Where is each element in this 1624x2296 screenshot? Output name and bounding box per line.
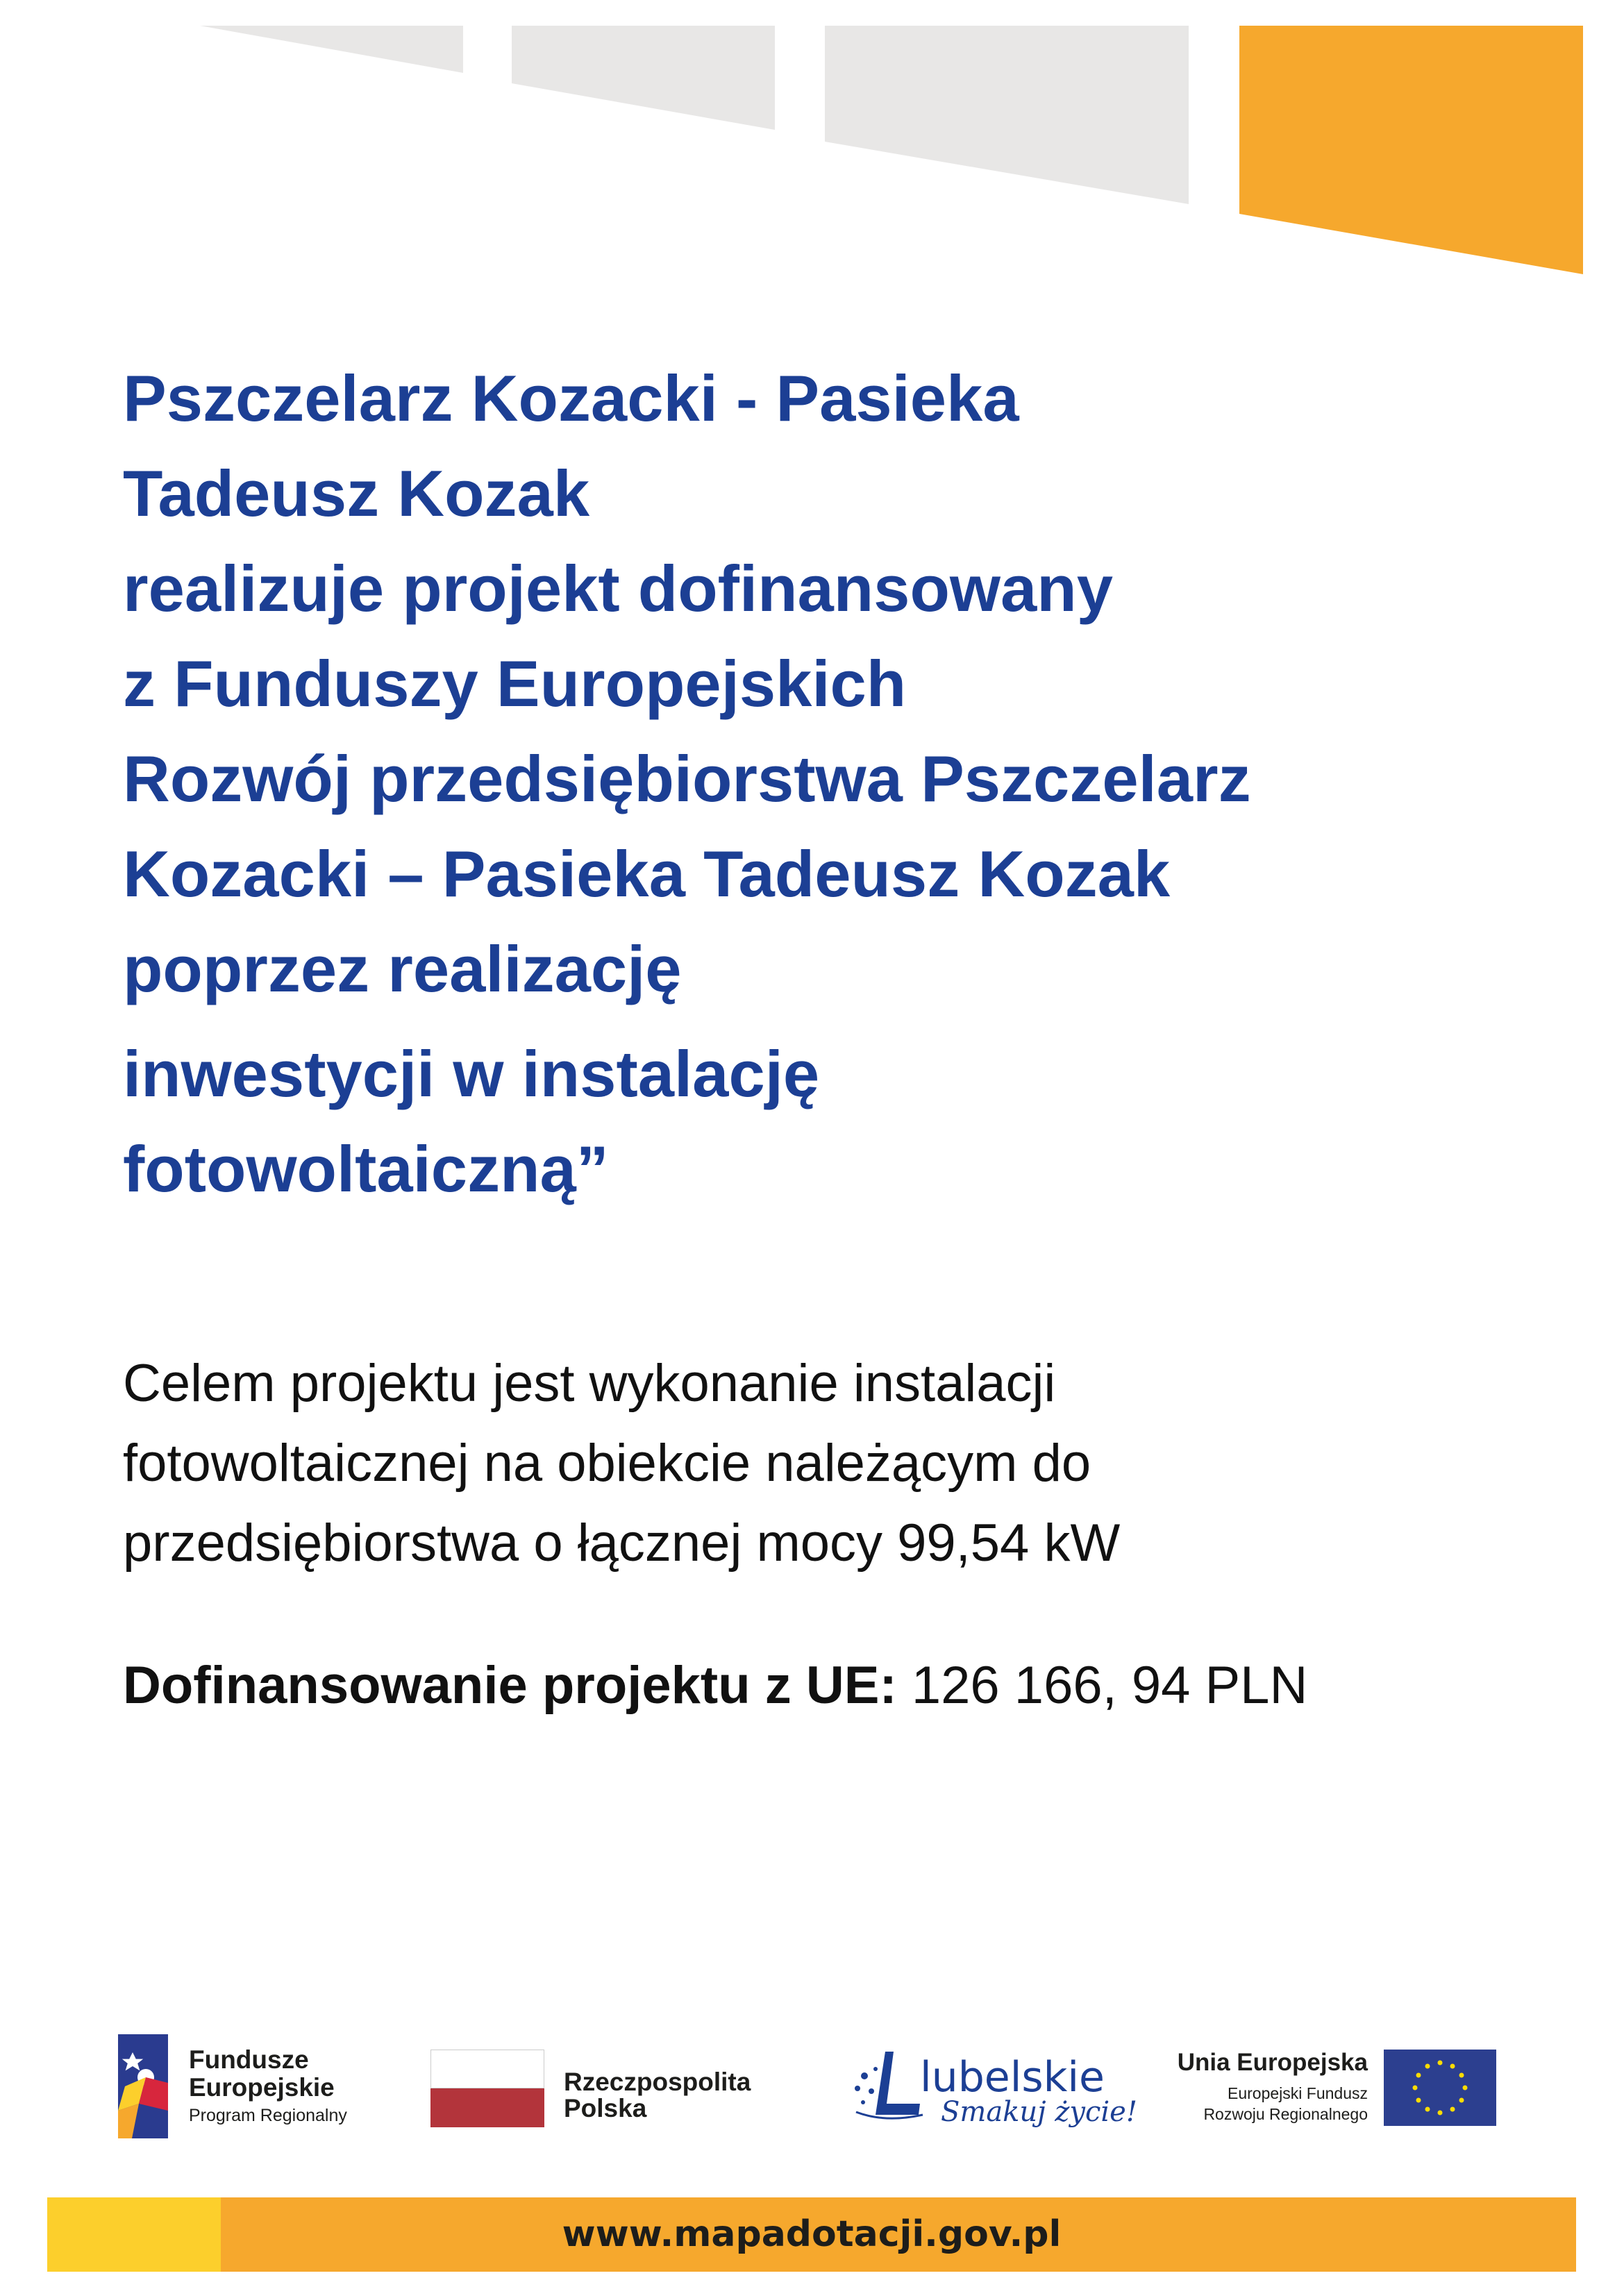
- heading-line: inwestycji w instalację: [123, 1037, 820, 1110]
- gray-band-2: [512, 26, 775, 130]
- fundusze-europejskie-logo: [118, 2013, 368, 2145]
- lubelskie-slogan: Smakuj życie!: [941, 2096, 1137, 2128]
- fundusze-line3: Program Regionalny: [189, 2106, 347, 2125]
- project-heading: [123, 351, 1546, 1216]
- lubelskie-logo-icon: [851, 2048, 927, 2125]
- ue-line1: Unia Europejska: [1177, 2049, 1368, 2076]
- orange-band: [1239, 26, 1583, 274]
- eu-flag-icon: [1384, 2050, 1496, 2126]
- heading-line: realizuje projekt dofinansowany: [123, 552, 1113, 625]
- fundusze-europejskie-logo-icon: [118, 2034, 168, 2138]
- heading-line: Tadeusz Kozak: [123, 457, 590, 530]
- funding-amount: 126 166, 94 PLN: [896, 1656, 1308, 1715]
- polska-line2: Polska: [564, 2094, 647, 2122]
- funding-info: [123, 1645, 1546, 1725]
- rzeczpospolita-polska-logo: [430, 2013, 764, 2145]
- lubelskie-logo: [851, 2013, 1137, 2145]
- funding-label: Dofinansowanie projektu z UE:: [123, 1656, 897, 1715]
- gray-band-3: [825, 26, 1189, 204]
- heading-line: Pszczelarz Kozacki - Pasieka: [123, 362, 1019, 435]
- footer-url[interactable]: www.mapadotacji.gov.pl: [562, 2213, 1062, 2255]
- project-description: [123, 1343, 1546, 1583]
- ue-line2: Europejski Fundusz: [1228, 2084, 1368, 2102]
- polska-line1: Rzeczpospolita: [564, 2068, 751, 2096]
- heading-line: fotowoltaiczną”: [123, 1132, 609, 1205]
- lubelskie-name: lubelskie: [920, 2053, 1105, 2102]
- heading-line: Rozwój przedsiębiorstwa Pszczelarz: [123, 742, 1251, 815]
- heading-line: poprzez realizację: [123, 932, 682, 1005]
- heading-line: z Funduszy Europejskich: [123, 647, 907, 720]
- fundusze-line2: Europejskie: [189, 2073, 335, 2102]
- polish-flag-icon: [430, 2050, 544, 2127]
- description-line: Celem projektu jest wykonanie instalacji: [123, 1354, 1056, 1413]
- logos-row: [0, 2013, 1624, 2194]
- fundusze-line1: Fundusze: [189, 2045, 309, 2074]
- description-line: przedsiębiorstwa o łącznej mocy 99,54 kW: [123, 1514, 1121, 1573]
- description-line: fotowoltaicznej na obiekcie należącym do: [123, 1434, 1091, 1493]
- gray-band-1: [200, 26, 463, 73]
- heading-line: Kozacki – Pasieka Tadeusz Kozak: [123, 837, 1171, 910]
- top-decoration: [0, 0, 1624, 292]
- ue-line3: Rozwoju Regionalnego: [1203, 2105, 1368, 2123]
- footer-bar: [47, 2197, 1576, 2272]
- unia-europejska-logo: [1173, 2013, 1521, 2145]
